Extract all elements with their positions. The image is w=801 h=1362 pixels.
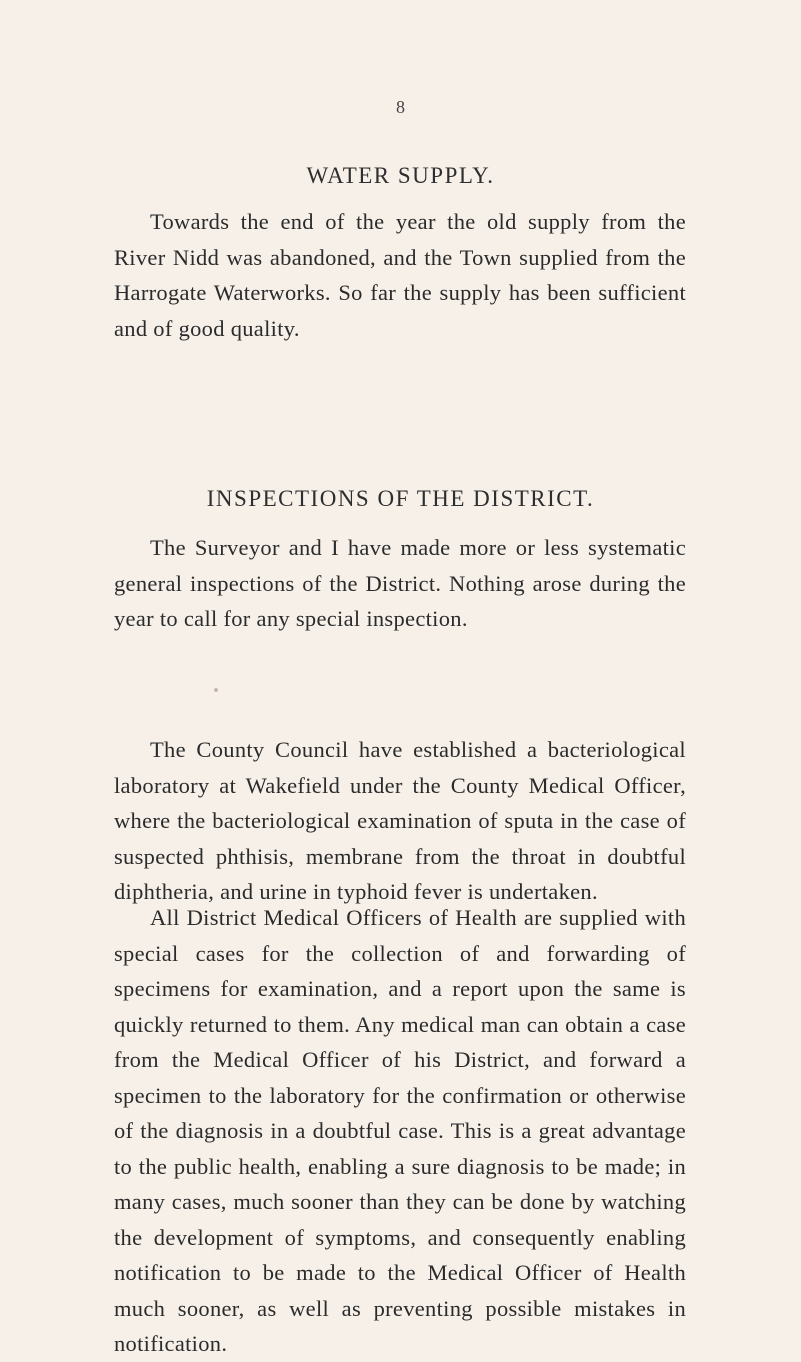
inspections-heading: INSPECTIONS OF THE DISTRICT. bbox=[206, 486, 595, 511]
page-number: 8 bbox=[396, 97, 405, 117]
water-supply-paragraph: Towards the end of the year the old supply from the River Nidd was abandoned, and the Town supplied from the Harrogate Waterworks. So far the supply has been sufficient and of good quality. bbox=[114, 209, 686, 341]
medical-officers-paragraph: All District Medical Officers of Health are supplied with special cases for the collection of and forwarding of specimens for examination, and a report upon the same is quickly returned to them. Any medical man can obtain a case from the Medical Officer of his District, and forward a specimen to the laboratory for the confirmation or otherwise of the diagnosis in a doubtful case. This is a great advantage to the public health, enabling a sure diagnosis to be made; in many cases, much sooner than they can be done by watching the development of symptoms, and consequently enabling notification to be made to the Medical Officer of Health much sooner, as well as preventing possible mistakes in notification. bbox=[114, 905, 686, 1356]
water-supply-heading: WATER SUPPLY. bbox=[306, 163, 495, 188]
bacteriological-laboratory-paragraph: The County Council have established a bacteriological laboratory at Wakefield under the County Medical Officer, where the bacteriological examination of sputa in the case of suspected phthisis, membrane from the throat in doubtful diphtheria, and urine in typhoid fever is undertaken. bbox=[114, 737, 686, 904]
print-speck bbox=[214, 688, 218, 692]
inspections-paragraph: The Surveyor and I have made more or less systematic general inspections of the District. Nothing arose during the year to call for any special inspection. bbox=[114, 535, 686, 631]
